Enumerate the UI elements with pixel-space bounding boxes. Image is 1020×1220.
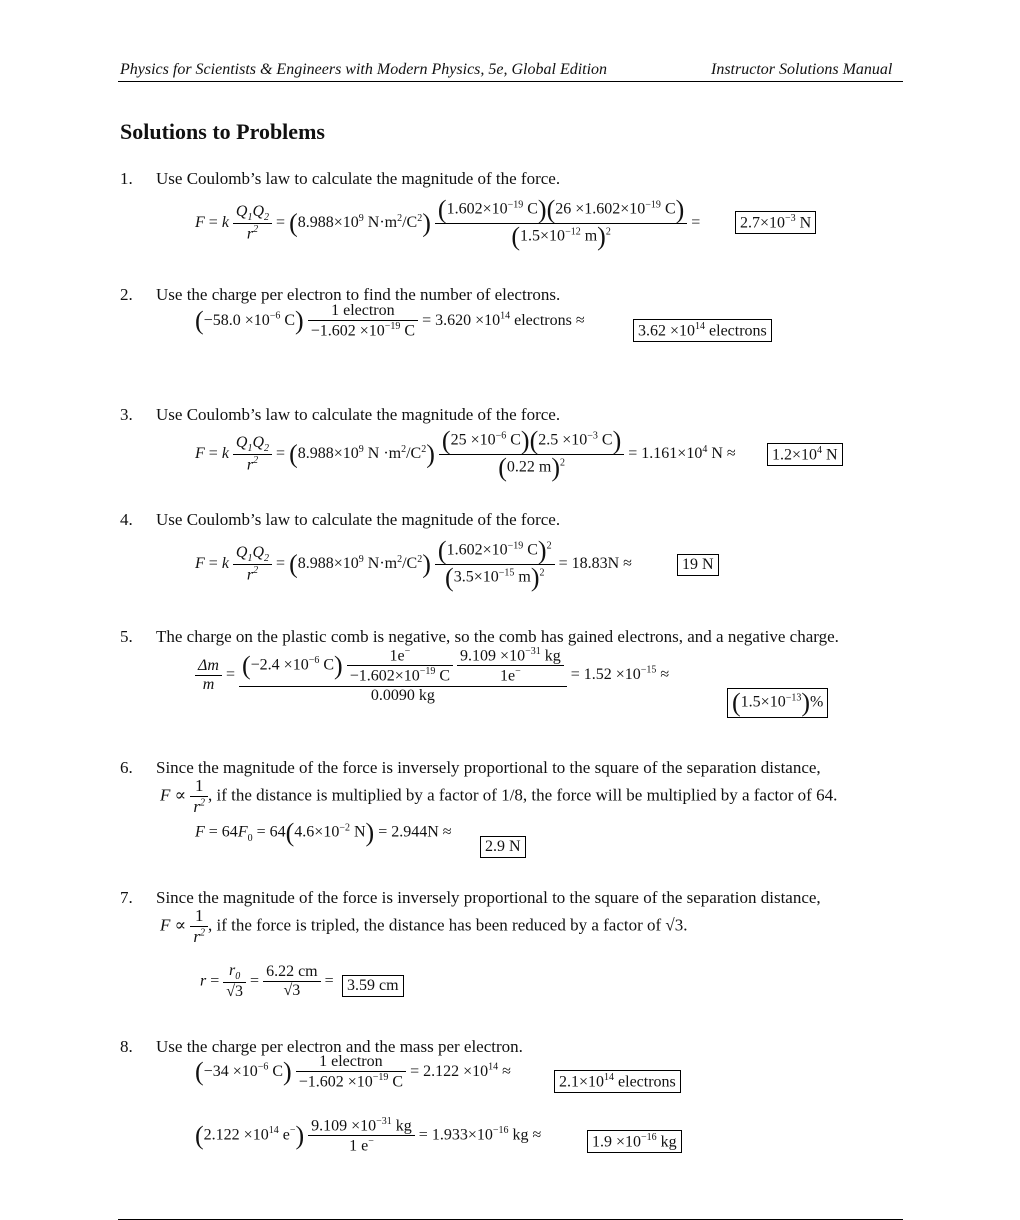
problem-6-number: 6.	[120, 758, 133, 777]
problem-7-text-continued: if the force is tripled, the distance has been reduced by a factor of	[216, 915, 662, 935]
problem-5-text: The charge on the plastic comb is negative, so the comb has gained electrons, and a negative charge.	[156, 627, 839, 646]
problem-2-number: 2.	[120, 285, 133, 304]
problem-3-equation: F = k $\frac{Q_1Q_2}{r^2}$ = ($8.988\times 10^9$ $N \cdot m^2/C^2$) $\frac{(25 \times 10^{-6} C)(2.5 \times 10^{-3} C)}{(0.22 m)^2}$ = $1.161\times 10^4$ N ≈	[195, 426, 736, 482]
problem-1-equation: F = k $\frac{Q_1Q_2}{r^2}$ = ($8.988\times 10^9$ $N\cdot m^2/C^2$) $\frac{(1.602\times 10^{-19} C)(26 \times 1.602\times 10^{-19} C)}{(1.5\times 10^{-12} m)^2}$ =	[195, 195, 701, 251]
problem-7-text: Since the magnitude of the force is inversely proportional to the square of the separation distance,	[156, 888, 821, 907]
problem-4-number: 4.	[120, 510, 133, 529]
problem-5-number: 5.	[120, 627, 133, 646]
problem-7-number: 7.	[120, 888, 133, 907]
problem-8-text: Use the charge per electron and the mass per electron.	[156, 1037, 523, 1056]
problem-4-answer: 19 N	[677, 554, 719, 576]
running-header-left: Physics for Scientists & Engineers with Modern Physics, 5e, Global Edition	[120, 61, 608, 78]
problem-2-answer: $3.62 \times 10^{14}$ electrons	[633, 319, 772, 342]
problem-5-answer: $(1.5\times 10^{-13})\%$	[727, 688, 828, 718]
problem-6-equation: $F = 64F_0 = 64(4.6\times 10^{-2}$ N) = 2.944N ≈	[195, 818, 452, 847]
problem-8-answer-2: $1.9 \times 10^{-16}$ kg	[587, 1130, 682, 1153]
running-header-right: Instructor Solutions Manual	[711, 61, 893, 78]
problem-6-text-continued: if the distance is multiplied by a factor of 1/8, the force will be multiplied by a factor of 64.	[216, 785, 838, 805]
section-title: Solutions to Problems	[120, 119, 325, 144]
problem-2-equation: ($-58.0 \times 10^{-6}$ C) $\frac{\text{1 electron}}{-1.602 \times 10^{-19} C}$ = $3.620 \times 10^{14}$ electrons ≈	[195, 302, 585, 340]
problem-6-proportion: F ∝ $\frac{1}{r^2}$ , if the distance is multiplied by a factor of 1/8, the force will be multiplied by a factor of 64.	[160, 776, 838, 816]
header-rule	[118, 81, 903, 82]
problem-8-equation-1: ($-34 \times 10^{-6}$ C) $\frac{\text{1 electron}}{-1.602 \times 10^{-19} C}$ = $2.122 \times 10^{14}$ ≈	[195, 1053, 511, 1091]
problem-5-equation: $\frac{\Delta m}{m}$ = ($-2.4 \times 10^{-6}$ C) $\frac{1e^-}{-1.602\times 10^{-19} C}$ $\frac{9.109 \times 10^{-31} kg}{1e^-}$ 0.0090 kg = $1.52 \times 10^{-15}$ ≈	[195, 646, 669, 705]
problem-2-text: Use the charge per electron to find the number of electrons.	[156, 285, 561, 304]
problem-8-equation-2: ($2.122 \times 10^{14}$ e−) $\frac{9.109 \times 10^{-31} kg}{1 e^-}$ = $1.933\times 10^{-16}$ kg ≈	[195, 1116, 542, 1155]
problem-3-number: 3.	[120, 405, 133, 424]
problem-7-proportion: F ∝ $\frac{1}{r^2}$ , if the force is tripled, the distance has been reduced by a factor of √3.	[160, 906, 688, 946]
problem-7-answer: 3.59 cm	[342, 975, 404, 997]
problem-4-equation: F = k $\frac{Q_1Q_2}{r^2}$ = ($8.988\times 10^9$ $N\cdot m^2/C^2$) $\frac{(1.602\times 10^{-19} C)^2}{(3.5\times 10^{-15} m)^2}$ = 18.83N ≈	[195, 536, 632, 592]
problem-1-number: 1.	[120, 169, 133, 188]
problem-8-answer-1: $2.1\times 10^{14}$ electrons	[554, 1070, 681, 1093]
problem-3-text: Use Coulomb’s law to calculate the magnitude of the force.	[156, 405, 561, 424]
problem-1-text: Use Coulomb’s law to calculate the magnitude of the force.	[156, 169, 561, 188]
problem-7-equation: r = $\frac{r_0}{√3}$ = $\frac{6.22 cm}{√3}$ =	[200, 962, 334, 1001]
problem-6-answer: 2.9 N	[480, 836, 526, 858]
problem-8-number: 8.	[120, 1037, 133, 1056]
problem-1-answer: $2.7\times 10^{-3}$ N	[735, 211, 816, 234]
problem-4-text: Use Coulomb’s law to calculate the magnitude of the force.	[156, 510, 561, 529]
problem-3-answer: $1.2\times 10^4$ N	[767, 443, 843, 466]
problem-6-text: Since the magnitude of the force is inversely proportional to the square of the separation distance,	[156, 758, 821, 777]
